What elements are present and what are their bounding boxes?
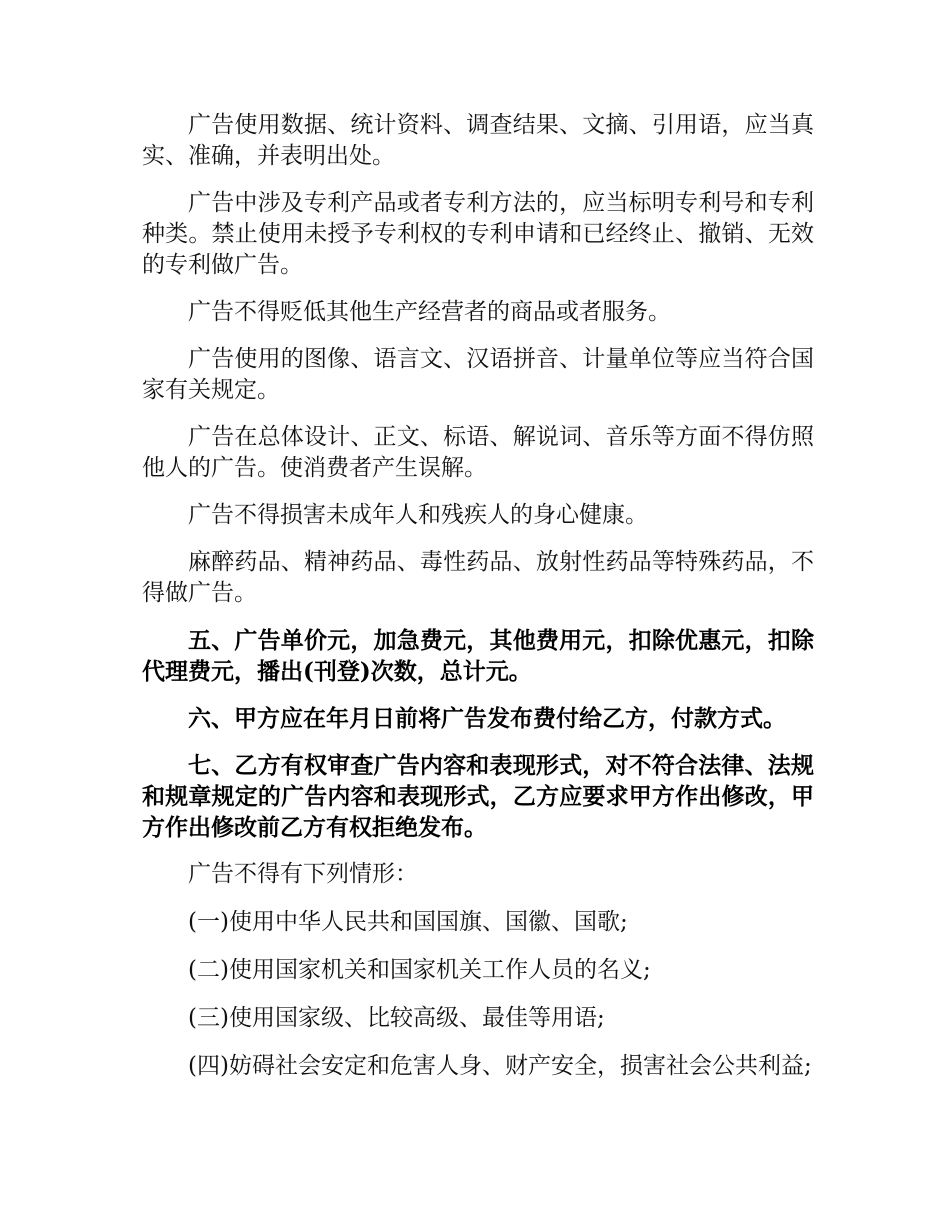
clause-seven-review: 七、乙方有权审查广告内容和表现形式，对不符合法律、法规和规章规定的广告内容和表现形式，乙方应要求甲方作出修改，甲方作出修改前乙方有权拒绝发布。 xyxy=(142,752,814,841)
prohibited-list-intro: 广告不得有下列情形： xyxy=(188,861,418,887)
prohibited-item-1: (一)使用中华人民共和国国旗、国徽、国歌; xyxy=(188,909,628,935)
clause-six-payment: 六、甲方应在年月日前将广告发布费付给乙方，付款方式。 xyxy=(188,705,786,732)
paragraph-no-imitation: 广告在总体设计、正文、标语、解说词、音乐等方面不得仿照他人的广告。使消费者产生误解。 xyxy=(142,424,814,481)
paragraph-patent: 广告中涉及专利产品或者专利方法的，应当标明专利号和专利种类。禁止使用未授予专利权的专利申请和已经终止、撤销、无效的专利做广告。 xyxy=(142,190,814,278)
paragraph-language-units: 广告使用的图像、语言文、汉语拼音、计量单位等应当符合国家有关规定。 xyxy=(142,346,814,403)
prohibited-item-4: (四)妨碍社会安定和危害人身、财产安全，损害社会公共利益; xyxy=(188,1053,812,1079)
clause-five-fees: 五、广告单价元，加急费元，其他费用元，扣除优惠元，扣除代理费元，播出(刊登)次数，总计元。 xyxy=(142,627,814,685)
paragraph-no-disparage: 广告不得贬低其他生产经营者的商品或者服务。 xyxy=(188,299,671,325)
paragraph-minors-health: 广告不得损害未成年人和残疾人的身心健康。 xyxy=(188,502,648,528)
paragraph-data-sources: 广告使用数据、统计资料、调查结果、文摘、引用语，应当真实、准确，并表明出处。 xyxy=(142,112,814,169)
document-page xyxy=(142,110,814,1099)
paragraph-special-drugs: 麻醉药品、精神药品、毒性药品、放射性药品等特殊药品，不得做广告。 xyxy=(142,549,814,606)
prohibited-item-2: (二)使用国家机关和国家机关工作人员的名义; xyxy=(188,957,651,983)
prohibited-item-3: (三)使用国家级、比较高级、最佳等用语; xyxy=(188,1005,605,1031)
